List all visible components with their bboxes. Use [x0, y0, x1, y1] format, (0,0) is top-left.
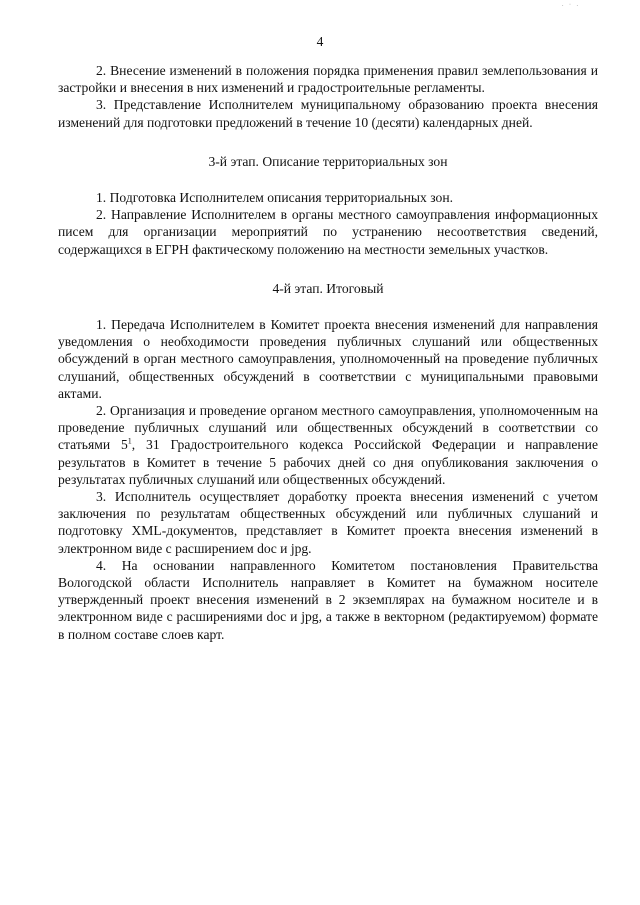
- stage2-item-3: 3. Представление Исполнителем муниципальному образованию проекта внесения изменений для подготовки предложений в течение 10 (десяти) календарных дней.: [58, 97, 598, 130]
- stage3-item-2: 2. Направление Исполнителем в органы местного самоуправления информационных писем для организации мероприятий по устранению несоответствия сведений, содержащихся в ЕГРН фактическому положению на местности земельных участков.: [58, 207, 598, 257]
- document-body: [58, 62, 598, 643]
- stage4-item-2-text-b: , 31 Градостроительного кодекса Российской Федерации и направление результатов в Комитет в течение 5 рабочих дней со дня опубликования заключения о результатах публичных слушаний или общественных обсуждений.: [58, 437, 598, 487]
- stage4-item-2-text-a: 2. Организация и проведение органом местного самоуправления, уполномоченным на проведение публичных слушаний или общественных обсуждений в соответствии со статьями 5: [58, 403, 598, 453]
- corner-mark: . · .: [562, 2, 580, 8]
- stage4-item-1: 1. Передача Исполнителем в Комитет проекта внесения изменений для направления уведомления о необходимости проведения публичных слушаний или общественных обсуждений в орган местного самоуправления, уполномоченный на проведение публичных слушаний, общественных обсуждений в соответствии с муниципальными правовыми актами.: [58, 317, 598, 401]
- stage4-heading: 4-й этап. Итоговый: [272, 280, 384, 296]
- stage4-item-2-superscript: 1: [127, 436, 132, 446]
- stage4-item-3: 3. Исполнитель осуществляет доработку проекта внесения изменений с учетом заключения по результатам общественных обсуждений или публичных слушаний и подготовку XML-документов, представляет в Комитет проекта внесения изменений в электронном виде с расширением doc и jpg.: [58, 489, 598, 556]
- stage3-item-1: 1. Подготовка Исполнителем описания территориальных зон.: [96, 190, 454, 206]
- stage4-item-2: [58, 402, 598, 488]
- page-number: 4: [316, 34, 324, 49]
- stage3-heading: 3-й этап. Описание территориальных зон: [208, 153, 448, 169]
- stage4-item-4: 4. На основании направленного Комитетом постановления Правительства Вологодской области Исполнитель направляет в Комитет на бумажном носителе утвержденный проект внесения изменений в 2 экземплярах на бумажном носителе и в электронном виде с расширениями doc и jpg, а также в векторном (редактируемом) формате в полном составе слоев карт.: [58, 557, 598, 642]
- stage2-item-2: 2. Внесение изменений в положения порядка применения правил землепользования и застройки и внесения в них изменений и градостроительные регламенты.: [58, 63, 598, 96]
